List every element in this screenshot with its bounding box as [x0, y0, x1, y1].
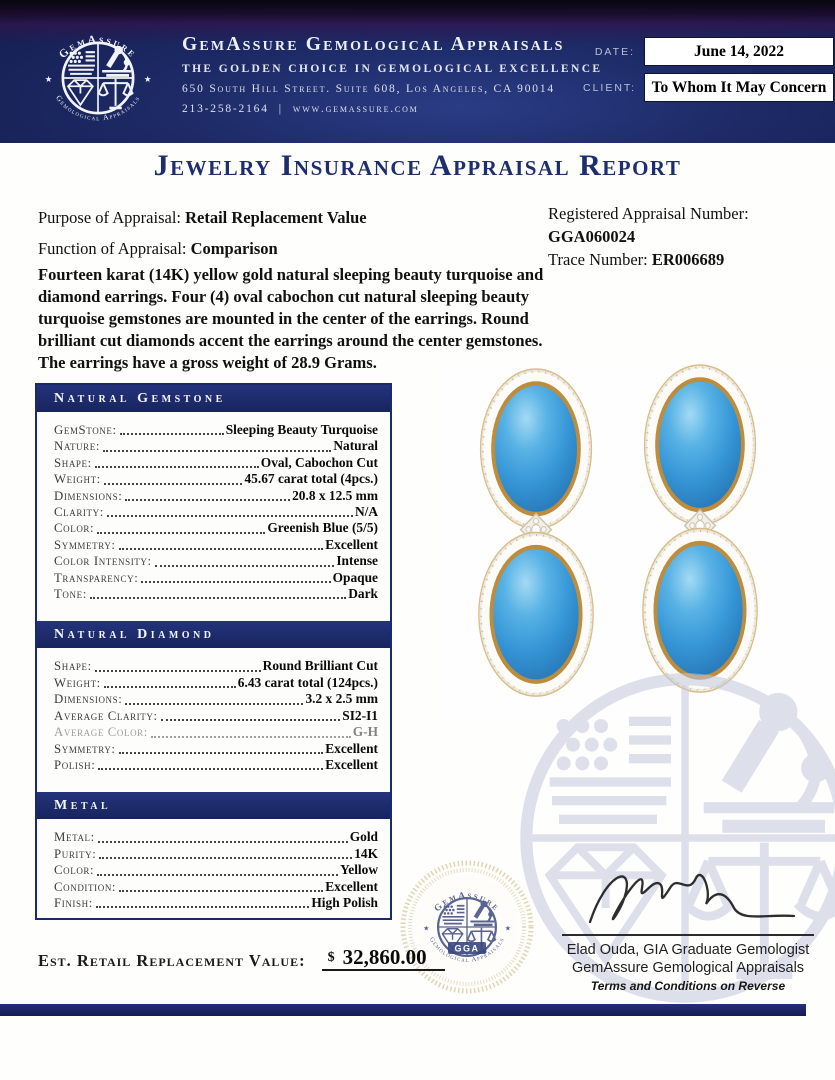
- spec-row: [54, 741, 378, 757]
- spec-value: G-H: [352, 724, 378, 740]
- trace-label: Trace Number:: [548, 250, 648, 269]
- spec-label: Nature:: [54, 439, 100, 454]
- dot-leader: [125, 499, 290, 501]
- spec-value: 20.8 x 12.5 mm: [292, 487, 378, 503]
- valuation-label: Est. Retail Replacement Value:: [38, 951, 306, 970]
- spec-value: Dark: [348, 586, 378, 602]
- spec-label: Average Clarity:: [54, 708, 158, 723]
- spec-value: Natural: [333, 438, 378, 454]
- contact-separator: |: [278, 103, 283, 115]
- client-value: To Whom It May Concern: [645, 74, 833, 101]
- spec-value: N/A: [354, 504, 378, 520]
- spec-label: Metal:: [54, 830, 95, 845]
- spec-row: [54, 879, 378, 895]
- seal-text: GGA: [454, 943, 480, 954]
- spec-row: [54, 422, 378, 438]
- terms-note: Terms and Conditions on Reverse: [590, 979, 786, 993]
- valuation-value: [322, 946, 445, 971]
- spec-label: GemStone:: [54, 423, 117, 437]
- signature-block: [552, 862, 824, 993]
- spec-label: Condition:: [54, 879, 117, 894]
- spec-label: Color:: [54, 863, 95, 878]
- spec-label: Polish:: [54, 757, 96, 772]
- spec-section: [37, 792, 390, 913]
- spec-row: [54, 537, 378, 553]
- spec-label: Transparency:: [54, 570, 139, 585]
- section-title: Metal: [37, 792, 390, 819]
- spec-label: Finish:: [54, 895, 93, 910]
- signature-line: [562, 934, 814, 936]
- gemassure-logo-icon: [36, 16, 160, 140]
- spec-label: Average Color:: [54, 725, 148, 740]
- company-website: www.gemassure.com: [292, 103, 419, 115]
- date-row: [583, 38, 833, 65]
- spec-value: Opaque: [332, 569, 378, 585]
- gemologist-company: GemAssure Gemological Appraisals: [571, 960, 805, 976]
- spec-label: Weight:: [54, 675, 101, 690]
- spec-label: Symmetry:: [54, 537, 116, 552]
- spec-label: Dimensions:: [54, 488, 123, 503]
- spec-value: 3.2 x 2.5 mm: [305, 691, 378, 707]
- spec-label: Color Intensity:: [54, 554, 152, 569]
- spec-label: Purity:: [54, 846, 97, 861]
- spec-label: Weight:: [54, 472, 101, 487]
- spec-row: [54, 829, 378, 845]
- dot-leader: [90, 597, 346, 599]
- spec-value: Excellent: [325, 536, 378, 552]
- spec-label: Shape:: [54, 455, 92, 470]
- spec-row: [54, 658, 378, 674]
- spec-label: Dimensions:: [54, 692, 123, 707]
- date-value: June 14, 2022: [645, 38, 833, 65]
- spec-row: [54, 520, 378, 536]
- dot-leader: [119, 890, 323, 892]
- spec-row: [54, 488, 378, 504]
- spec-value: SI2-I1: [342, 707, 378, 723]
- spec-value: 14K: [354, 845, 378, 861]
- spec-value: Intense: [336, 553, 378, 569]
- spec-row: [54, 691, 378, 707]
- spec-value: Greenish Blue (5/5): [267, 520, 378, 536]
- spec-value: Oval, Cabochon Cut: [260, 454, 378, 470]
- gemologist-name: Elad Ouda, GIA Graduate Gemologist: [566, 942, 810, 958]
- dot-leader: [161, 719, 341, 721]
- spec-row: [54, 586, 378, 602]
- registered-number-line: [548, 202, 835, 248]
- spec-row: [54, 862, 378, 878]
- dot-leader: [151, 736, 351, 738]
- dot-leader: [125, 703, 303, 705]
- spec-row: [54, 553, 378, 569]
- watermark-emblem-icon: [405, 558, 835, 1080]
- dot-leader: [97, 874, 338, 876]
- company-contact: [182, 103, 602, 115]
- dot-leader: [141, 581, 330, 583]
- company-name: GemAssure Gemological Appraisals: [182, 34, 565, 55]
- dot-leader: [119, 752, 324, 754]
- signature-icon: [576, 862, 801, 940]
- item-description: Fourteen karat (14K) yellow gold natural sleeping beauty turquoise and diamond earrings. Four (4) oval cabochon cut natural sleeping beauty turquoise gemstones are mounted in the center of the earrings. Round brilliant cut diamonds accent the earrings around the center gemstones. The earrings have a gross weight of 28.9 Grams.: [38, 265, 544, 372]
- spec-value: Sleeping Beauty Turquoise: [225, 422, 378, 437]
- purpose-value: Retail Replacement Value: [185, 208, 367, 227]
- section-body: [37, 648, 390, 775]
- header-right: [583, 38, 833, 101]
- dot-leader: [98, 768, 323, 770]
- spec-value: Yellow: [340, 862, 378, 878]
- purpose-line: [38, 202, 367, 233]
- footer-bar: [0, 1004, 806, 1016]
- spec-value: Excellent: [325, 756, 378, 772]
- spec-value: High Polish: [311, 894, 378, 910]
- appraisal-meta-right: [548, 202, 835, 271]
- header-band: [0, 0, 835, 143]
- dot-leader: [104, 686, 236, 688]
- registered-label: Registered Appraisal Number:: [548, 204, 749, 223]
- company-address: 650 South Hill Street. Suite 608, Los Angeles, CA 90014: [182, 83, 555, 95]
- section-body: [37, 819, 390, 913]
- dot-leader: [107, 515, 353, 517]
- spec-label: Clarity:: [54, 505, 104, 520]
- function-value: Comparison: [190, 239, 278, 258]
- purpose-label: Purpose of Appraisal:: [38, 208, 181, 227]
- spec-label: Symmetry:: [54, 741, 116, 756]
- company-block: [182, 34, 602, 115]
- spec-value: 45.67 carat total (4pcs.): [244, 471, 378, 487]
- dot-leader: [104, 483, 243, 485]
- spec-row: [54, 675, 378, 691]
- company-tagline: THE GOLDEN CHOICE IN GEMOLOGICAL EXCELLENCE: [182, 63, 603, 75]
- page-title: Jewelry Insurance Appraisal Report: [153, 149, 682, 182]
- spec-row: [54, 570, 378, 586]
- spec-row: [54, 846, 378, 862]
- client-row: [583, 74, 833, 101]
- spec-value: Gold: [349, 829, 378, 845]
- function-label: Function of Appraisal:: [38, 239, 187, 258]
- spec-label: Color:: [54, 521, 95, 536]
- client-label: CLIENT:: [583, 81, 637, 94]
- spec-value: Excellent: [325, 878, 378, 894]
- valuation-amount: 32,860.00: [342, 945, 427, 969]
- dot-leader: [103, 450, 331, 452]
- dot-leader: [120, 433, 224, 435]
- spec-tables: [35, 383, 392, 920]
- embossed-seal-icon: [398, 858, 536, 996]
- spec-row: [54, 455, 378, 471]
- spec-row: [54, 504, 378, 520]
- trace-number-line: [548, 248, 835, 271]
- spec-row: [54, 757, 378, 773]
- spec-value: 6.43 carat total (124pcs.): [237, 674, 378, 690]
- dot-leader: [99, 857, 352, 859]
- registered-value: GGA060024: [548, 227, 636, 246]
- trace-value: ER006689: [651, 250, 725, 269]
- valuation-line: [38, 946, 445, 971]
- spec-row: [54, 708, 378, 724]
- spec-section: [37, 621, 390, 775]
- dot-leader: [119, 548, 324, 550]
- section-title: Natural Gemstone: [37, 385, 390, 412]
- spec-row: [54, 895, 378, 911]
- dot-leader: [97, 532, 265, 534]
- spec-label: Shape:: [54, 659, 92, 674]
- spec-section: [37, 385, 390, 604]
- function-line: [38, 233, 367, 264]
- dot-leader: [95, 670, 261, 672]
- spec-row: [54, 438, 378, 454]
- company-phone: 213-258-2164: [182, 103, 269, 115]
- dot-leader: [96, 906, 310, 908]
- spec-value: Excellent: [325, 740, 378, 756]
- date-label: DATE:: [594, 45, 635, 58]
- currency-symbol: $: [327, 950, 335, 965]
- dot-leader: [98, 841, 348, 843]
- spec-value: Round Brilliant Cut: [262, 658, 378, 674]
- dot-leader: [155, 565, 335, 567]
- section-body: [37, 412, 390, 604]
- spec-row: [54, 724, 378, 740]
- spec-row: [54, 471, 378, 487]
- spec-label: Tone:: [54, 587, 87, 602]
- appraisal-meta-left: [38, 202, 367, 264]
- section-title: Natural Diamond: [37, 621, 390, 648]
- dot-leader: [95, 466, 259, 468]
